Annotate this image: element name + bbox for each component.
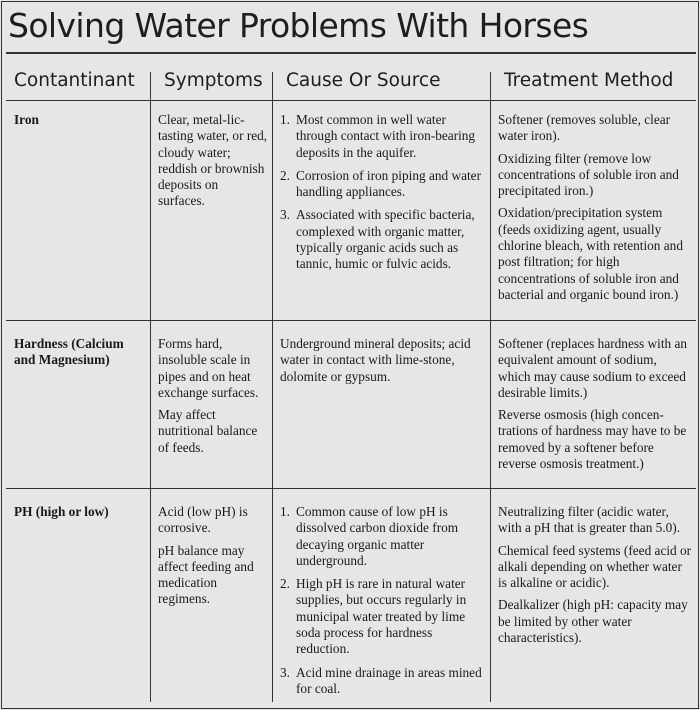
treatment-cell <box>498 336 692 478</box>
symptom-text: pH balance may affect feeding and medication regimens. <box>158 542 254 607</box>
column-divider <box>490 72 491 702</box>
page-title: Solving Water Problems With Horses <box>8 6 589 45</box>
row-label: Iron <box>14 112 39 127</box>
row-rule <box>6 320 696 321</box>
list-item: 1. Most common in well water through contact with iron-bearing deposits in the aquifer. <box>280 112 476 160</box>
cause-cell <box>280 112 484 280</box>
treatment-text: Reverse osmosis (high concen-trations of hardness may have to be removed by a softener before reverse osmosis treatment.) <box>498 407 687 472</box>
cause-cell <box>280 504 484 704</box>
symptoms-cell <box>158 336 270 462</box>
list-item: 1. Common cause of low pH is dissolved carbon dioxide from decaying organic matter underground. <box>280 504 459 568</box>
row-rule <box>6 488 696 489</box>
header-cause: Cause Or Source <box>286 70 441 91</box>
title-divider <box>6 52 696 54</box>
symptoms-cell <box>158 504 268 614</box>
treatment-text: Softener (replaces hardness with an equivalent amount of sodium, which may cause sodium to exceed desirable limits.) <box>498 336 688 400</box>
header-treatment: Treatment Method <box>504 70 674 91</box>
page-frame <box>1 1 699 709</box>
treatment-text: Softener (removes soluble, clear water iron). <box>498 112 671 144</box>
symptoms-cell <box>158 112 268 216</box>
treatment-cell <box>498 112 692 309</box>
header-contaminant: Contantinant <box>14 70 135 91</box>
treatment-text: Dealkalizer (high pH: capacity may be limited by other water characteristics). <box>498 597 688 646</box>
treatment-text: Oxidation/precipitation system (feeds oxidizing agent, usually chlorine bleach, with retention and post filtration; for high concentrations of soluble iron and bacterial and organic bound iron.) <box>498 205 683 302</box>
treatment-text: Oxidizing filter (remove low concentrations of soluble iron and precipitated iron.) <box>498 150 679 199</box>
table-header <box>8 70 696 100</box>
cause-text: Underground mineral deposits; acid water in contact with lime-stone, dolomite or gypsum. <box>280 336 471 384</box>
header-rule <box>6 100 696 101</box>
row-label: PH (high or low) <box>14 504 109 519</box>
column-divider <box>150 72 151 702</box>
header-symptoms: Symptoms <box>164 70 263 91</box>
list-item: 3. Acid mine drainage in areas mined for coal. <box>280 664 482 696</box>
cause-cell <box>280 336 484 391</box>
list-item: 2. Corrosion of iron piping and water handling appliances. <box>280 167 482 200</box>
cause-list <box>280 112 484 273</box>
treatment-text: Chemical feed systems (feed acid or alkali depending on whether water is alkaline or acidic). <box>498 542 692 591</box>
treatment-text: Neutralizing filter (acidic water, with a pH that is greater than 5.0). <box>498 504 681 536</box>
row-label: Hardness (Calcium and Magnesium) <box>14 336 124 368</box>
list-item: 3. Associated with specific bacteria, complexed with organic matter, typically organic acids such as tannic, humic or fulvic acids. <box>280 207 475 272</box>
symptom-text: Clear, metal-lic-tasting water, or red, cloudy water; reddish or brownish deposits on surfaces. <box>158 112 268 209</box>
symptom-text: Forms hard, insoluble scale in pipes and on heat exchange surfaces. <box>158 336 259 400</box>
symptom-text: Acid (low pH) is corrosive. <box>158 504 248 536</box>
treatment-cell <box>498 504 692 652</box>
column-divider <box>272 72 273 702</box>
cause-list <box>280 504 484 697</box>
symptom-text: May affect nutritional balance of feeds. <box>158 407 258 455</box>
list-item: 2. High pH is rare in natural water supplies, but occurs regularly in municipal water treated by lime soda process for hardness reduction. <box>280 576 467 657</box>
